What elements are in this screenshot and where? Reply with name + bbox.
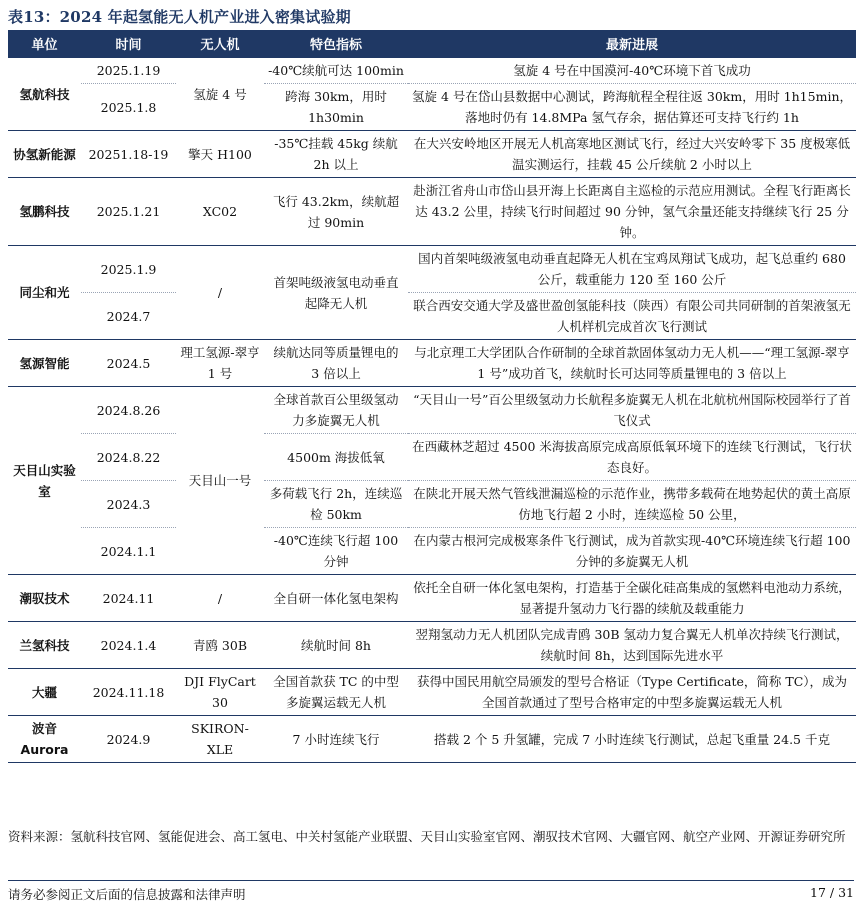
progress-cell: 氢旋 4 号在岱山县数据中心测试，跨海航程全程往返 30km，用时 1h15min，落地时仍有 14.8MPa 氢气存余，据估算还可支持飞行约 1h xyxy=(408,84,856,131)
time-cell: 2024.1.4 xyxy=(81,622,176,669)
feature-cell: 续航达同等质量锂电的 3 倍以上 xyxy=(264,340,408,387)
progress-cell: 搭载 2 个 5 升氢罐，完成 7 小时连续飞行测试，总起飞重量 24.5 千克 xyxy=(408,716,856,763)
unit-cell: 协氢新能源 xyxy=(8,131,81,178)
table-header-row xyxy=(8,30,856,58)
progress-cell: 国内首架吨级液氢电动垂直起降无人机在宝鸡凤翔试飞成功，起飞总重约 680 公斤，载重能力 120 至 160 公斤 xyxy=(408,246,856,293)
source-note: 资料来源：氢航科技官网、氢能促进会、高工氢电、中关村氢能产业联盟、天目山实验室官网、潮驭技术官网、大疆官网、航空产业网、开源证券研究所 xyxy=(8,829,846,844)
progress-cell: 与北京理工大学团队合作研制的全球首款固体氢动力无人机——“理工氢源-翠亨 1 号”成功首飞，续航时长可达同等质量锂电的 3 倍以上 xyxy=(408,340,856,387)
progress-cell: “天目山一号”百公里级氢动力长航程多旋翼无人机在北航杭州国际校园举行了首飞仪式 xyxy=(408,387,856,434)
feature-cell: 多荷载飞行 2h，连续巡检 50km xyxy=(264,481,408,528)
drone-cell: / xyxy=(176,246,264,340)
drone-cell: SKIRON-XLE xyxy=(176,716,264,763)
table-row xyxy=(8,481,856,528)
unit-cell: 同尘和光 xyxy=(8,246,81,340)
time-cell: 2024.11.18 xyxy=(81,669,176,716)
header-drone: 无人机 xyxy=(176,30,264,58)
drone-cell: 氢旋 4 号 xyxy=(176,58,264,131)
progress-table xyxy=(8,30,856,762)
table-row xyxy=(8,528,856,575)
drone-cell: 理工氢源-翠亨 1 号 xyxy=(176,340,264,387)
time-cell: 2024.11 xyxy=(81,575,176,622)
progress-cell: 在内蒙古根河完成极寒条件飞行测试，成为首款实现-40℃环境连续飞行超 100 分钟的多旋翼无人机 xyxy=(408,528,856,575)
feature-cell: 全国首款获 TC 的中型多旋翼运载无人机 xyxy=(264,669,408,716)
disclaimer-text: 请务必参阅正文后面的信息披露和法律声明 xyxy=(8,887,246,902)
table-bottom-rule xyxy=(8,762,856,763)
page-number: 17 / 31 xyxy=(810,885,854,900)
feature-cell: 首架吨级液氢电动垂直起降无人机 xyxy=(264,246,408,340)
unit-cell: 氢鹏科技 xyxy=(8,178,81,246)
unit-cell: 兰氢科技 xyxy=(8,622,81,669)
table-row xyxy=(8,293,856,340)
table-title: 表13：2024 年起氢能无人机产业进入密集试验期 xyxy=(8,8,351,26)
feature-cell: 跨海 30km，用时 1h30min xyxy=(264,84,408,131)
progress-cell: 联合西安交通大学及盛世盈创氢能科技（陕西）有限公司共同研制的首架液氢无人机样机完成首次飞行测试 xyxy=(408,293,856,340)
unit-cell: 氢航科技 xyxy=(8,58,81,131)
progress-table-wrap xyxy=(8,30,856,763)
drone-cell: XC02 xyxy=(176,178,264,246)
unit-cell: 波音 Aurora xyxy=(8,716,81,763)
feature-cell: -35℃挂载 45kg 续航 2h 以上 xyxy=(264,131,408,178)
progress-cell: 在大兴安岭地区开展无人机高寒地区测试飞行，经过大兴安岭零下 35 度极寒低温实测运行，挂载 45 公斤续航 2 小时以上 xyxy=(408,131,856,178)
header-unit: 单位 xyxy=(8,30,81,58)
drone-cell: DJI FlyCart 30 xyxy=(176,669,264,716)
header-feature: 特色指标 xyxy=(264,30,408,58)
page-footer xyxy=(8,880,854,903)
table-row xyxy=(8,246,856,293)
progress-cell: 在陕北开展天然气管线泄漏巡检的示范作业，携带多载荷在地势起伏的黄土高原仿地飞行超 2 小时，连续巡检 50 公里， xyxy=(408,481,856,528)
time-cell: 2024.9 xyxy=(81,716,176,763)
time-cell: 2025.1.9 xyxy=(81,246,176,293)
time-cell: 2024.3 xyxy=(81,481,176,528)
progress-cell: 获得中国民用航空局颁发的型号合格证（Type Certificate，简称 TC），成为全国首款通过了型号合格审定的中型多旋翼运载无人机 xyxy=(408,669,856,716)
table-row xyxy=(8,58,856,84)
drone-cell: / xyxy=(176,575,264,622)
time-cell: 2024.8.26 xyxy=(81,387,176,434)
time-cell: 2024.8.22 xyxy=(81,434,176,481)
time-cell: 2024.5 xyxy=(81,340,176,387)
feature-cell: 全球首款百公里级氢动力多旋翼无人机 xyxy=(264,387,408,434)
time-cell: 2025.1.21 xyxy=(81,178,176,246)
header-progress: 最新进展 xyxy=(408,30,856,58)
progress-cell: 在西藏林芝超过 4500 米海拔高原完成高原低氧环境下的连续飞行测试，飞行状态良好。 xyxy=(408,434,856,481)
drone-cell: 擎天 H100 xyxy=(176,131,264,178)
time-cell: 2025.1.19 xyxy=(81,58,176,84)
time-cell: 2024.1.1 xyxy=(81,528,176,575)
time-cell: 2025.1.8 xyxy=(81,84,176,131)
unit-cell: 潮驭技术 xyxy=(8,575,81,622)
feature-cell: -40℃连续飞行超 100 分钟 xyxy=(264,528,408,575)
feature-cell: 飞行 43.2km，续航超过 90min xyxy=(264,178,408,246)
feature-cell: 7 小时连续飞行 xyxy=(264,716,408,763)
progress-cell: 赴浙江省舟山市岱山县开海上长距离自主巡检的示范应用测试。全程飞行距离长达 43.2 公里，持续飞行时间超过 90 分钟，氢气余量还能支持继续飞行 25 分钟。 xyxy=(408,178,856,246)
drone-cell: 青鸥 30B xyxy=(176,622,264,669)
table-row xyxy=(8,575,856,622)
table-row xyxy=(8,622,856,669)
time-cell: 20251.18-19 xyxy=(81,131,176,178)
drone-cell: 天目山一号 xyxy=(176,387,264,575)
feature-cell: 4500m 海拔低氧 xyxy=(264,434,408,481)
header-time: 时间 xyxy=(81,30,176,58)
table-row xyxy=(8,84,856,131)
progress-cell: 依托全自研一体化氢电架构，打造基于全碳化硅高集成的氢燃料电池动力系统，显著提升氢动力飞行器的续航及载重能力 xyxy=(408,575,856,622)
table-row xyxy=(8,340,856,387)
table-row xyxy=(8,131,856,178)
unit-cell: 氢源智能 xyxy=(8,340,81,387)
unit-cell: 天目山实验室 xyxy=(8,387,81,575)
progress-cell: 氢旋 4 号在中国漠河-40℃环境下首飞成功 xyxy=(408,58,856,84)
table-row xyxy=(8,669,856,716)
table-row xyxy=(8,434,856,481)
table-row xyxy=(8,716,856,763)
progress-cell: 翌翔氢动力无人机团队完成青鸥 30B 氢动力复合翼无人机单次持续飞行测试，续航时间 8h，达到国际先进水平 xyxy=(408,622,856,669)
unit-cell: 大疆 xyxy=(8,669,81,716)
feature-cell: -40℃续航可达 100min xyxy=(264,58,408,84)
feature-cell: 全自研一体化氢电架构 xyxy=(264,575,408,622)
feature-cell: 续航时间 8h xyxy=(264,622,408,669)
time-cell: 2024.7 xyxy=(81,293,176,340)
table-row xyxy=(8,178,856,246)
table-row xyxy=(8,387,856,434)
